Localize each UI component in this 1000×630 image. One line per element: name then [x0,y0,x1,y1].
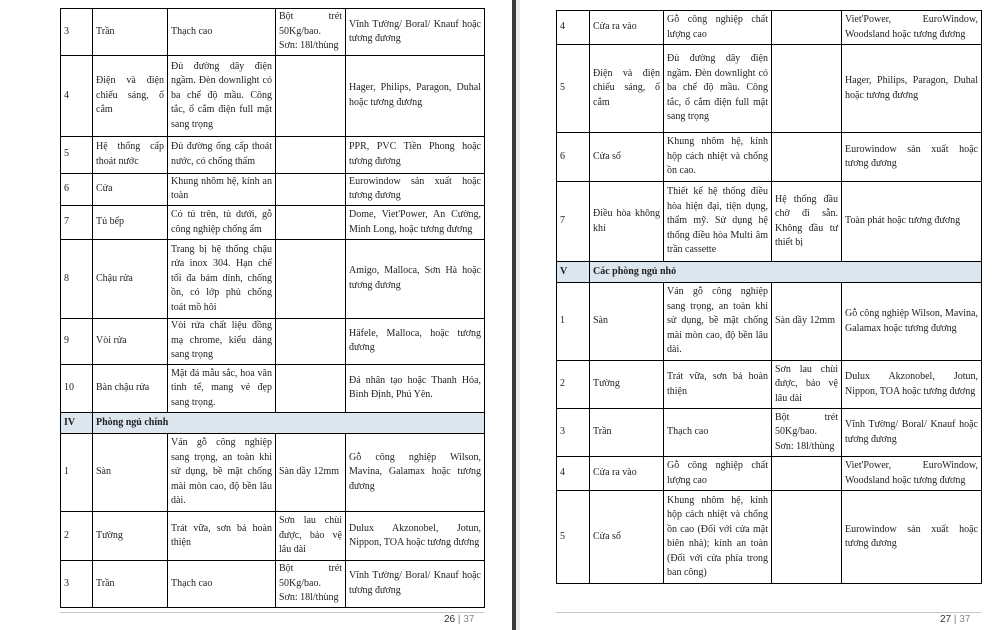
item-brand: Viet'Power, EuroWindow, Woodsland hoặc tương đương [842,11,982,45]
table-row [61,364,485,412]
table-row [61,136,485,173]
item-description: Khung nhôm hệ, kính hộp cách nhiệt và chống ồn cao. [664,133,772,182]
section-title: Các phòng ngủ nhỏ [590,262,982,283]
item-brand: Dulux Akzonobel, Jotun, Nippon, TOA hoặc tương đương [346,512,485,560]
table-row [61,56,485,136]
row-number: 7 [61,205,93,239]
footer-rule [60,612,484,613]
item-spec [276,364,346,412]
table-row [557,133,982,182]
current-page: 27 [940,614,952,625]
item-brand: Viet'Power, EuroWindow, Woodsland hoặc tương đương [842,457,982,491]
item-name: Cửa sổ [590,133,664,182]
item-spec [772,491,842,584]
item-description: Thạch cao [168,560,276,607]
row-number: 1 [557,283,590,361]
page-number [444,614,474,625]
item-brand: Vĩnh Tường/ Boral/ Knauf hoặc tương đương [346,560,485,607]
row-number: 4 [557,457,590,491]
table-row [61,173,485,205]
item-brand: Gỗ công nghiệp Wilson, Mavina, Galamax hoặc tương đương [346,434,485,512]
item-brand: Amigo, Malloca, Sơn Hà hoặc tương đương [346,240,485,318]
item-spec: Sơn lau chùi được, bảo vệ lâu dài [772,361,842,409]
section-number: V [557,262,590,283]
item-name: Điều hòa không khí [590,182,664,262]
page-separator: | [457,614,461,625]
materials-table-page-26 [60,8,485,608]
item-brand: Hager, Philips, Paragon, Duhal hoặc tương đương [346,56,485,136]
table-row [61,318,485,364]
current-page: 26 [444,614,456,625]
item-name: Điện và điện chiếu sáng, ổ cắm [590,45,664,133]
item-spec [276,136,346,173]
row-number: 6 [61,173,93,205]
item-description: Đủ đường ống cấp thoát nước, có chống thấm [168,136,276,173]
table-row [557,457,982,491]
item-description: Khung nhôm hệ, kính hộp cách nhiệt và chống ồn cao (Đối với cửa mặt biên nhà); kính an toàn (Đối với cửa phía trong ban công) [664,491,772,584]
item-name: Bàn chậu rửa [93,364,168,412]
item-spec [276,56,346,136]
item-brand: PPR, PVC Tiền Phong hoặc tương đương [346,136,485,173]
row-number: 4 [557,11,590,45]
item-brand: Eurowindow sản xuất hoặc tương đương [842,133,982,182]
item-description: Vòi rửa chất liệu đồng mạ chrome, kiểu dáng sang trọng [168,318,276,364]
item-description: Thạch cao [168,9,276,56]
row-number: 1 [61,434,93,512]
item-name: Tường [590,361,664,409]
row-number: 5 [557,491,590,584]
section-header-row [61,412,485,433]
item-brand: Vĩnh Tường/ Boral/ Knauf hoặc tương đương [346,9,485,56]
item-spec: Sàn dầy 12mm [772,283,842,361]
item-name: Tủ bếp [93,205,168,239]
section-title: Phòng ngủ chính [93,412,485,433]
row-number: 3 [557,409,590,457]
row-number: 2 [557,361,590,409]
item-spec: Bột trét 50Kg/bao. Sơn: 18l/thùng [276,560,346,607]
table-row [61,512,485,560]
row-number: 9 [61,318,93,364]
item-name: Cửa [93,173,168,205]
item-brand: Gỗ công nghiệp Wilson, Mavina, Galamax hoặc tương đương [842,283,982,361]
row-number: 6 [557,133,590,182]
page-separator: | [953,614,957,625]
total-pages: 37 [463,614,475,625]
item-brand: Đá nhân tạo hoặc Thanh Hóa, Bình Định, Phú Yên. [346,364,485,412]
materials-table-page-27 [556,10,982,584]
item-description: Thiết kế hệ thống điều hòa hiện đại, tiện dụng, thẩm mỹ. Sử dụng hệ thống điều hòa Multi âm trần cassette [664,182,772,262]
item-spec [276,240,346,318]
item-description: Gỗ công nghiệp chất lượng cao [664,11,772,45]
row-number: 4 [61,56,93,136]
item-name: Cửa sổ [590,491,664,584]
item-name: Trần [590,409,664,457]
section-number: IV [61,412,93,433]
table-row [557,283,982,361]
item-brand: Dulux Akzonobel, Jotun, Nippon, TOA hoặc tương đương [842,361,982,409]
item-spec: Sàn dầy 12mm [276,434,346,512]
item-spec [276,173,346,205]
item-brand: Hager, Philips, Paragon, Duhal hoặc tương đương [842,45,982,133]
item-description: Trang bị hệ thống chậu rửa inox 304. Hạn chế tối đa bám dính, chống ồn, có lớp phủ chống toát mồ hôi [168,240,276,318]
row-number: 8 [61,240,93,318]
item-spec: Bột trét 50Kg/bao. Sơn: 18l/thùng [772,409,842,457]
item-name: Trần [93,9,168,56]
item-spec: Sơn lau chùi được, bảo vệ lâu dài [276,512,346,560]
item-description: Trát vữa, sơn bả hoàn thiện [664,361,772,409]
item-description: Trát vữa, sơn bả hoàn thiện [168,512,276,560]
row-number: 3 [61,9,93,56]
footer-rule [556,612,981,613]
table-row [557,45,982,133]
row-number: 5 [557,45,590,133]
item-description: Đủ đường dây điện ngầm. Đèn downlight có ba chế độ mầu. Công tắc, ổ cắm điện full mặt sang trọng [168,56,276,136]
table-row [557,491,982,584]
item-brand: Eurowindow sản xuất hoặc tương đương [842,491,982,584]
section-header-row [557,262,982,283]
row-number: 5 [61,136,93,173]
item-name: Cửa ra vào [590,11,664,45]
item-description: Mặt đá mẫu sắc, hoa văn tinh tế, mang vẻ đẹp sang trọng. [168,364,276,412]
table-row [557,361,982,409]
row-number: 3 [61,560,93,607]
table-row [557,409,982,457]
item-name: Sàn [590,283,664,361]
item-spec: Hệ thống đầu chờ đi sẵn. Không đầu tư thiết bị [772,182,842,262]
item-name: Trần [93,560,168,607]
document-page-27 [520,0,1000,630]
item-description: Đủ đường dây điện ngầm. Đèn downlight có ba chế độ mầu. Công tắc, ổ cắm điện full mặt sang trọng [664,45,772,133]
table-row [61,9,485,56]
table-row [557,182,982,262]
item-name: Sàn [93,434,168,512]
table-row [61,205,485,239]
item-spec [276,318,346,364]
item-name: Tường [93,512,168,560]
item-name: Chậu rửa [93,240,168,318]
item-brand: Eurowindow sản xuất hoặc tương đương [346,173,485,205]
item-spec [772,133,842,182]
item-brand: Vĩnh Tường/ Boral/ Knauf hoặc tương đương [842,409,982,457]
table-row [557,11,982,45]
item-description: Ván gỗ công nghiệp sang trọng, an toàn khi sử dụng, bề mặt chống mài mòn cao, độ bền lâu dài. [664,283,772,361]
page-number [940,614,970,625]
item-brand: Dome, Viet'Power, An Cường, Minh Long, hoặc tương đương [346,205,485,239]
table-row [61,560,485,607]
item-name: Cửa ra vào [590,457,664,491]
item-description: Thạch cao [664,409,772,457]
item-name: Điện và điện chiếu sáng, ổ cắm [93,56,168,136]
item-name: Hệ thống cấp thoát nước [93,136,168,173]
table-row [61,434,485,512]
item-spec: Bột trét 50Kg/bao. Sơn: 18l/thùng [276,9,346,56]
item-description: Ván gỗ công nghiệp sang trọng, an toàn khi sử dụng, bề mặt chống mài mòn cao, độ bền lâu dài. [168,434,276,512]
item-description: Có tủ trên, tủ dưới, gỗ công nghiệp chống ẩm [168,205,276,239]
item-spec [772,45,842,133]
item-name: Vòi rửa [93,318,168,364]
item-spec [772,11,842,45]
row-number: 2 [61,512,93,560]
item-brand: Häfele, Malloca, hoặc tương đương [346,318,485,364]
item-spec [276,205,346,239]
item-description: Khung nhôm hệ, kính an toàn [168,173,276,205]
row-number: 10 [61,364,93,412]
table-row [61,240,485,318]
item-description: Gỗ công nghiệp chất lượng cao [664,457,772,491]
item-brand: Toàn phát hoặc tương đương [842,182,982,262]
item-spec [772,457,842,491]
row-number: 7 [557,182,590,262]
total-pages: 37 [959,614,971,625]
